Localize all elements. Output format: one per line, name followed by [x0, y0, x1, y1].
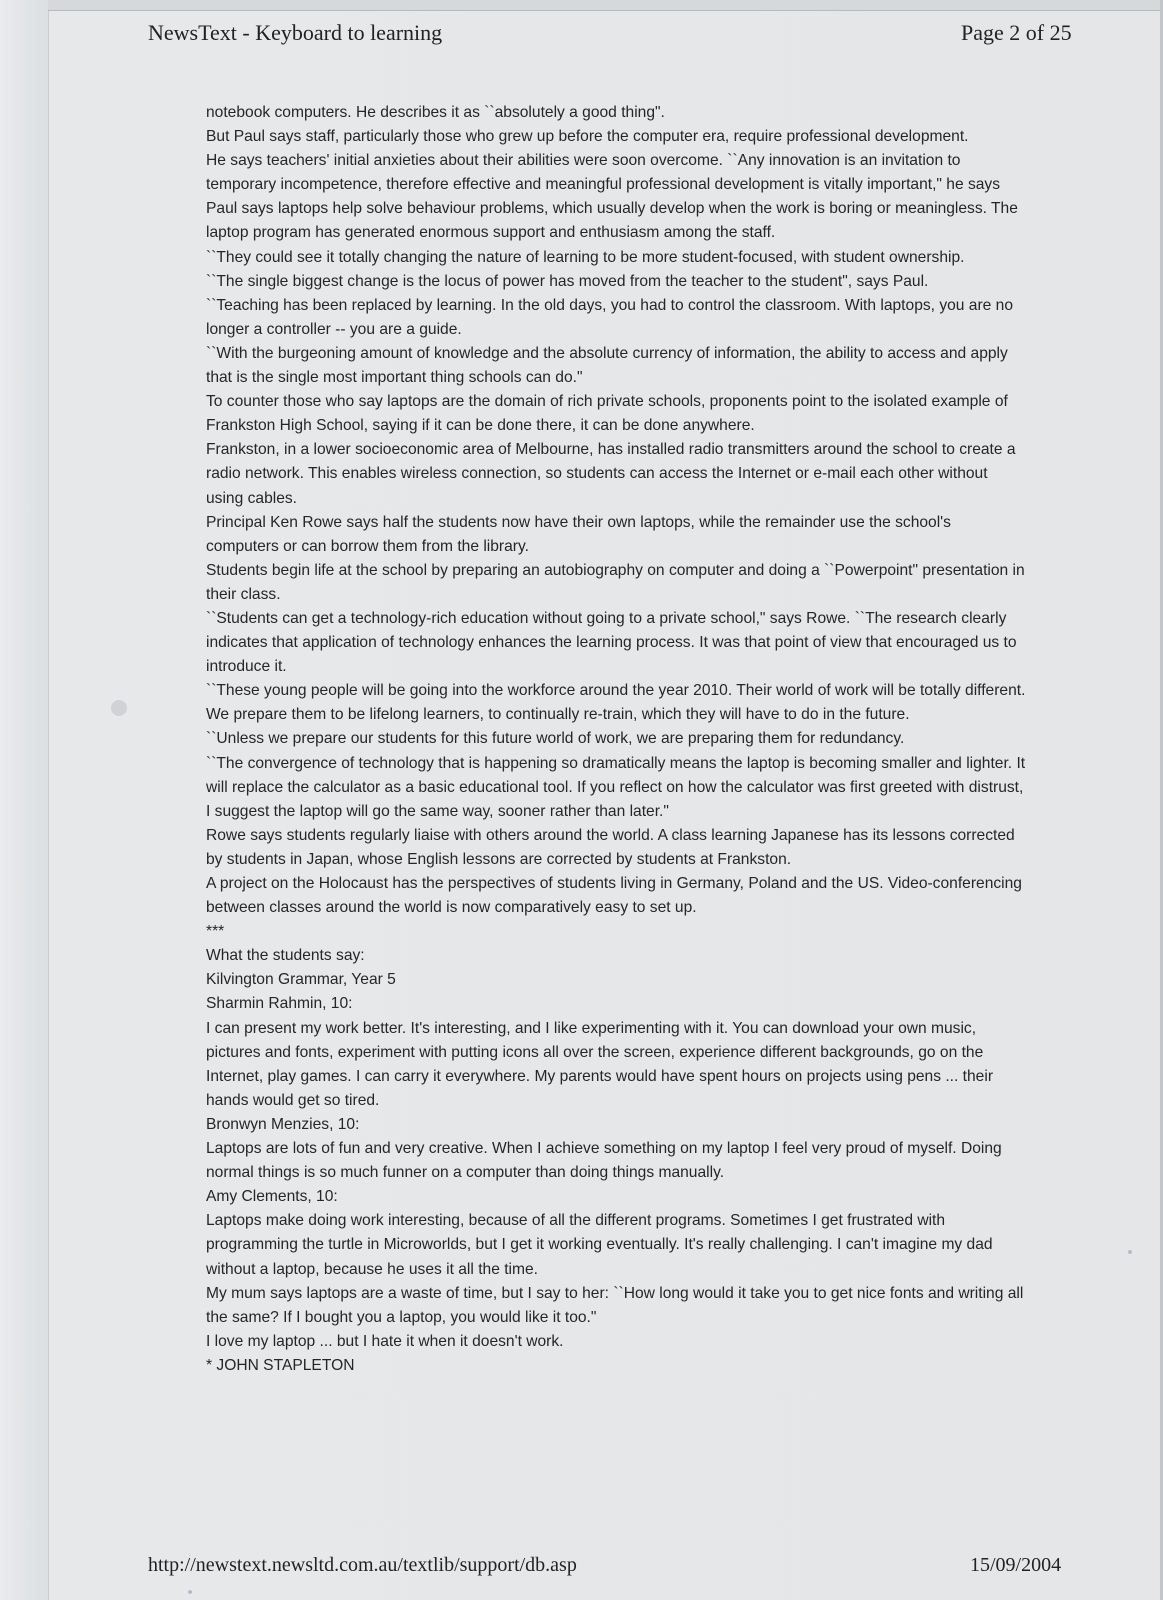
paragraph: To counter those who say laptops are the domain of rich private schools, proponents point to the isolated example of Frankston High School, saying if it can be done there, it can be done anywhere. [206, 393, 1008, 435]
scan-speck [188, 1590, 192, 1594]
byline: * JOHN STAPLETON [206, 1356, 355, 1374]
student-name: Amy Clements, 10: [206, 1188, 338, 1206]
header-page-number: Page 2 of 25 [961, 20, 1072, 45]
paragraph: ``These young people will be going into the workforce around the year 2010. Their world of work will be totally different. We prepare them to be lifelong learners, to continually re-train, which they will have to do in the future. [206, 682, 1026, 724]
article-body [206, 101, 1026, 1378]
student-name: Sharmin Rahmin, 10: [206, 995, 353, 1013]
scan-speck [1128, 1250, 1132, 1254]
paragraph: A project on the Holocaust has the perspectives of students living in Germany, Poland and the US. Video-conferencing between classes around the world is now comparatively easy to set up. [206, 875, 1022, 917]
paragraph: He says teachers' initial anxieties about their abilities were soon overcome. ``Any innovation is an invitation to temporary incompetence, therefore effective and meaningful professional development is vitally important," he says [206, 152, 1001, 194]
student-quote: Laptops are lots of fun and very creative. When I achieve something on my laptop I feel very proud of myself. Doing normal things is so much funner on a computer than doing things manually. [206, 1140, 1002, 1182]
student-quote: Laptops make doing work interesting, because of all the different programs. Sometimes I get frustrated with programming the turtle in Microworlds, but I get it working eventually. It's really challenging. I can't imagine my dad without a laptop, because he uses it all the time. [206, 1212, 993, 1278]
paragraph: ``Unless we prepare our students for this future world of work, we are preparing them for redundancy. [206, 730, 905, 748]
section-separator: *** [206, 923, 225, 941]
student-quote: My mum says laptops are a waste of time, but I say to her: ``How long would it take you to get nice fonts and writing all the same? If I bought you a laptop, you would like it too." [206, 1284, 1024, 1326]
paragraph: Paul says laptops help solve behaviour problems, which usually develop when the work is boring or meaningless. The laptop program has generated enormous support and enthusiasm among the staff. [206, 200, 1018, 242]
paragraph: ``Teaching has been replaced by learning. In the old days, you had to control the classroom. With laptops, you are no longer a controller -- you are a guide. [206, 296, 1014, 338]
student-quote: I can present my work better. It's interesting, and I like experimenting with it. You can download your own music, pictures and fonts, experiment with putting icons all over the screen, experience different backgrounds, go on the Internet, play games. I can carry it everywhere. My parents would have spent hours on projects using pens ... their hands would get so tired. [206, 1019, 994, 1109]
paragraph: Rowe says students regularly liaise with others around the world. A class learning Japanese has its lessons corrected by students in Japan, whose English lessons are corrected by students at Frankston. [206, 826, 1015, 868]
footer-url: http://newstext.newsltd.com.au/textlib/support/db.asp [148, 1554, 577, 1576]
page-left-edge [0, 0, 49, 1600]
paragraph: Students begin life at the school by preparing an autobiography on computer and doing a ``Powerpoint" presentation in their class. [206, 561, 1025, 603]
paragraph: Principal Ken Rowe says half the students now have their own laptops, while the remainder use the school's computers or can borrow them from the library. [206, 513, 951, 555]
paragraph: ``The convergence of technology that is happening so dramatically means the laptop is becoming smaller and lighter. It will replace the calculator as a basic educational tool. If you reflect on how the calculator was first greeted with distrust, I suggest the laptop will go the same way, sooner rather than later." [206, 754, 1026, 820]
scan-speck [111, 700, 127, 716]
section-heading: What the students say: [206, 947, 365, 965]
student-name: Bronwyn Menzies, 10: [206, 1115, 360, 1133]
paragraph: But Paul says staff, particularly those who grew up before the computer era, require professional development. [206, 128, 969, 146]
paragraph: ``Students can get a technology-rich education without going to a private school," says Rowe. ``The research clearly indicates that application of technology enhances the learning process. It was that point of view that encouraged us to introduce it. [206, 609, 1017, 676]
header-title: NewsText - Keyboard to learning [148, 20, 443, 45]
footer-date: 15/09/2004 [970, 1554, 1062, 1576]
paragraph: notebook computers. He describes it as ``absolutely a good thing". [206, 104, 665, 121]
paragraph: ``With the burgeoning amount of knowledge and the absolute currency of information, the ability to access and apply that is the single most important thing schools can do." [206, 344, 1008, 387]
student-quote: I love my laptop ... but I hate it when it doesn't work. [206, 1332, 564, 1350]
paragraph: ``The single biggest change is the locus of power has moved from the teacher to the student", says Paul. [206, 272, 929, 290]
paragraph: ``They could see it totally changing the nature of learning to be more student-focused, with student ownership. [206, 248, 965, 266]
page-top-edge [48, 0, 1163, 11]
school-label: Kilvington Grammar, Year 5 [206, 971, 396, 989]
paragraph: Frankston, in a lower socioeconomic area of Melbourne, has installed radio transmitters around the school to create a radio network. This enables wireless connection, so students can access the Internet or e-mail each other without using cables. [206, 441, 1016, 507]
